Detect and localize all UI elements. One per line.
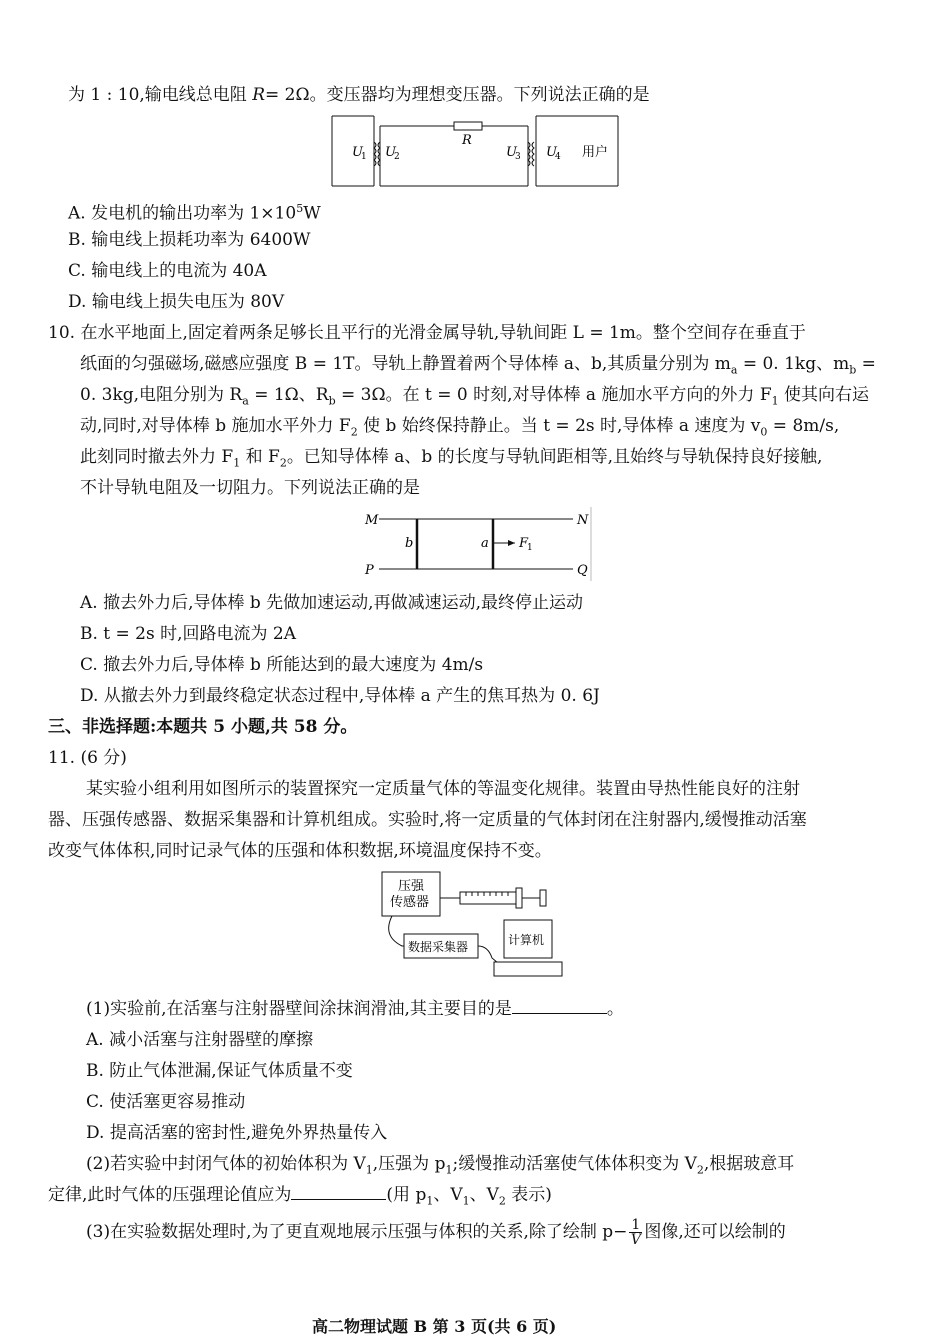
q11-sub3: (3)在实验数据处理时,为了更直观地展示压强与体积的关系,除了绘制 p− $\frac{1}{V}$ 图像,还可以绘制的 (86, 1217, 786, 1248)
answer-blank-1[interactable] (512, 999, 607, 1014)
u1-sub: 1 (361, 152, 367, 162)
q11-sub1: (1)实验前,在活塞与注射器壁间涂抹润滑油,其主要目的是 。 (86, 999, 624, 1019)
page-footer: 高二物理试题 B 第 3 页(共 6 页) (312, 1317, 557, 1336)
q9-intro: 为 1 : 10,输电线总电阻 R= 2Ω。变压器均为理想变压器。下列说法正确的是 (68, 85, 650, 105)
u2-label: U (385, 145, 396, 160)
experiment-setup-diagram (370, 868, 570, 982)
q10-line-6: 不计导轨电阻及一切阻力。下列说法正确的是 (80, 478, 420, 498)
answer-blank-2[interactable] (291, 1185, 386, 1200)
q11-sub1-option-c: C. 使活塞更容易推动 (86, 1092, 246, 1112)
q10-line-3: 0. 3kg,电阻分别为 $R_a = 1\Omega$、$R_b = 3\Omega$。在 t = 0 时刻,对导体棒 a 施加水平方向的外力 $F_1$ 使其向右运 (80, 385, 870, 408)
q-label: Q (577, 563, 588, 578)
q10-line-5: 此刻同时撤去外力 $F_1$ 和 $F_2$。已知导体棒 a、b 的长度与导轨间距相等,且始终与导轨保持良好接触, (80, 447, 823, 470)
n-label: N (577, 513, 589, 528)
q11-head: 11. (6 分) (48, 748, 127, 768)
a-label: a (481, 536, 489, 551)
q11-sub1-option-a: A. 减小活塞与注射器壁的摩擦 (86, 1030, 314, 1050)
q11-para-2: 器、压强传感器、数据采集器和计算机组成。实验时,将一定质量的气体封闭在注射器内,缓慢推动活塞 (48, 810, 807, 830)
q11-para-3: 改变气体体积,同时记录气体的压强和体积数据,环境温度保持不变。 (48, 841, 552, 861)
q9-option-d: D. 输电线上损失电压为 80V (68, 292, 285, 312)
r-label: R (462, 133, 472, 148)
q10-option-b: B. t = 2s 时,回路电流为 2A (80, 624, 297, 644)
q10-line-2: 纸面的匀强磁场,磁感应强度 B = 1T。导轨上静置着两个导体棒 a、b,其质量分别为 $m_a = 0$. 1kg、$m_b$ = (80, 354, 876, 377)
q10-option-d: D. 从撤去外力到最终稳定状态过程中,导体棒 a 产生的焦耳热为 0. 6J (80, 686, 600, 706)
u2-sub: 2 (394, 152, 400, 162)
transformer-circuit-diagram (330, 112, 620, 190)
u4-label: U (546, 145, 557, 160)
u4-sub: 4 (555, 152, 561, 162)
q10-line-1: 10. 在水平地面上,固定着两条足够长且平行的光滑金属导轨,导轨间距 L = 1m。整个空间存在垂直于 (48, 323, 806, 343)
sensor-label-1: 压强 (398, 879, 425, 894)
u3-label: U (506, 145, 517, 160)
u3-sub: 3 (515, 152, 521, 162)
q9-option-a: A. 发电机的输出功率为 $1\times 10^5W$ (68, 202, 321, 224)
u1-label: U (352, 145, 363, 160)
section-3-heading: 三、非选择题:本题共 5 小题,共 58 分。 (48, 717, 358, 737)
q11-sub2-line-1: (2)若实验中封闭气体的初始体积为 $V_1$,压强为 $p_1$;缓慢推动活塞使气体体积变为 $V_2$,根据玻意耳 (86, 1154, 795, 1177)
fraction-one-over-v: $\frac{1}{V}$ (630, 1217, 641, 1248)
b-label: b (405, 536, 414, 551)
q11-sub2-line-2: 定律,此时气体的压强理论值应为 (用 $p_1$、$V_1$、$V_2$ 表示) (48, 1185, 552, 1208)
p-label: P (365, 563, 374, 578)
collector-label: 数据采集器 (408, 940, 469, 954)
rails-diagram (355, 505, 595, 583)
q10-option-c: C. 撤去外力后,导体棒 b 所能达到的最大速度为 4m/s (80, 655, 484, 675)
f-sub: 1 (527, 543, 533, 553)
q11-para-1: 某实验小组利用如图所示的装置探究一定质量气体的等温变化规律。装置由导热性能良好的注射 (86, 779, 800, 799)
m-label: M (365, 513, 379, 528)
sensor-label-2: 传感器 (390, 895, 430, 910)
q9-option-b: B. 输电线上损耗功率为 6400W (68, 230, 311, 250)
q10-line-4: 动,同时,对导体棒 b 施加水平外力 $F_2$ 使 b 始终保持静止。当 t = 2s 时,导体棒 a 速度为 $v_0 = 8m/s$, (80, 416, 840, 439)
q11-sub1-option-b: B. 防止气体泄漏,保证气体质量不变 (86, 1061, 353, 1081)
f-label: F (519, 536, 529, 551)
q11-sub1-option-d: D. 提高活塞的密封性,避免外界热量传入 (86, 1123, 388, 1143)
computer-label: 计算机 (508, 933, 545, 947)
q10-option-a: A. 撤去外力后,导体棒 b 先做加速运动,再做减速运动,最终停止运动 (80, 593, 583, 613)
q9-option-c: C. 输电线上的电流为 40A (68, 261, 267, 281)
user-label: 用户 (582, 145, 609, 160)
